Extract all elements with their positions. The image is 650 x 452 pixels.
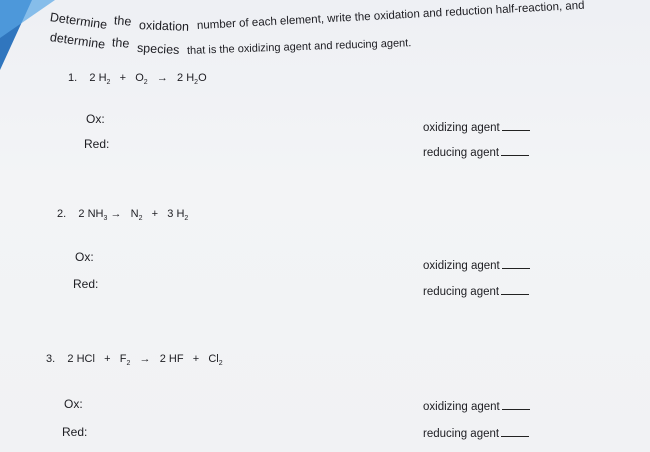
reducing-agent-label: reducing agent [423,428,500,440]
subscript: 2 [138,215,143,223]
instr-word: oxidation [138,18,190,34]
instr-word: species [136,40,180,58]
instr-word: the [111,35,131,51]
problem-1-equation [68,72,207,86]
problem-3-equation [46,353,223,367]
product: 2 H [177,72,195,84]
plus-sign: + [119,72,127,84]
product-tail: O [198,72,207,84]
subscript: 2 [126,360,131,368]
answer-blank[interactable] [502,122,530,131]
problem-3-reducing-agent [423,428,529,440]
product: 3 H [167,208,185,220]
reaction-arrow: → [110,208,122,220]
plus-sign: + [151,208,159,220]
problem-2-red-label: Red: [73,277,99,291]
reactant: O [135,72,144,84]
instr-word: Determine [49,10,109,32]
problem-number: 1. [68,72,78,84]
problem-1-red-label: Red: [84,137,110,151]
reactant: 2 HCl [67,353,95,365]
reducing-agent-label: reducing agent [423,286,500,298]
instr-word: number of each element, write the oxidation and reduction half-reaction, and [196,0,585,32]
problem-number: 3. [46,353,56,365]
oxidizing-agent-label: oxidizing agent [423,122,500,134]
problem-3-red-label: Red: [62,425,88,439]
problem-1-reducing-agent [423,147,529,159]
problem-3-oxidizing-agent [423,401,530,413]
reaction-arrow: → [139,353,151,365]
instructions-line-2 [49,30,412,58]
reaction-arrow: → [156,72,168,84]
oxidizing-agent-label: oxidizing agent [423,401,500,413]
answer-blank[interactable] [501,147,529,156]
reactant: 2 NH [78,208,104,220]
problem-2-oxidizing-agent [423,260,530,272]
problem-1-oxidizing-agent [423,122,530,134]
subscript: 2 [194,79,199,87]
plus-sign: + [104,353,111,365]
subscript: 2 [143,79,148,87]
reactant: 2 H [89,72,107,84]
answer-blank[interactable] [501,286,529,295]
plus-sign: + [192,353,200,365]
instr-word: determine [49,30,107,52]
answer-blank[interactable] [502,401,530,410]
problem-2-ox-label: Ox: [75,250,94,264]
instructions-line-1 [49,0,585,34]
subscript: 3 [103,215,108,223]
product: 2 HF [159,353,184,365]
oxidizing-agent-label: oxidizing agent [423,260,500,272]
product: Cl [208,353,219,365]
subscript: 2 [184,215,189,223]
subscript: 2 [106,79,111,87]
reactant: F [119,353,127,365]
problem-1-ox-label: Ox: [86,112,105,126]
product: N [130,208,139,220]
instr-word: the [113,13,133,29]
problem-number: 2. [57,208,67,220]
subscript: 2 [218,360,223,368]
problem-2-reducing-agent [423,286,529,298]
answer-blank[interactable] [502,260,530,269]
problem-2-equation [57,208,188,222]
reducing-agent-label: reducing agent [423,147,500,159]
decorative-corner-highlight [0,0,55,38]
answer-blank[interactable] [501,428,529,437]
instr-word: that is the oxidizing agent and reducing agent. [186,37,412,57]
problem-3-ox-label: Ox: [64,397,83,411]
